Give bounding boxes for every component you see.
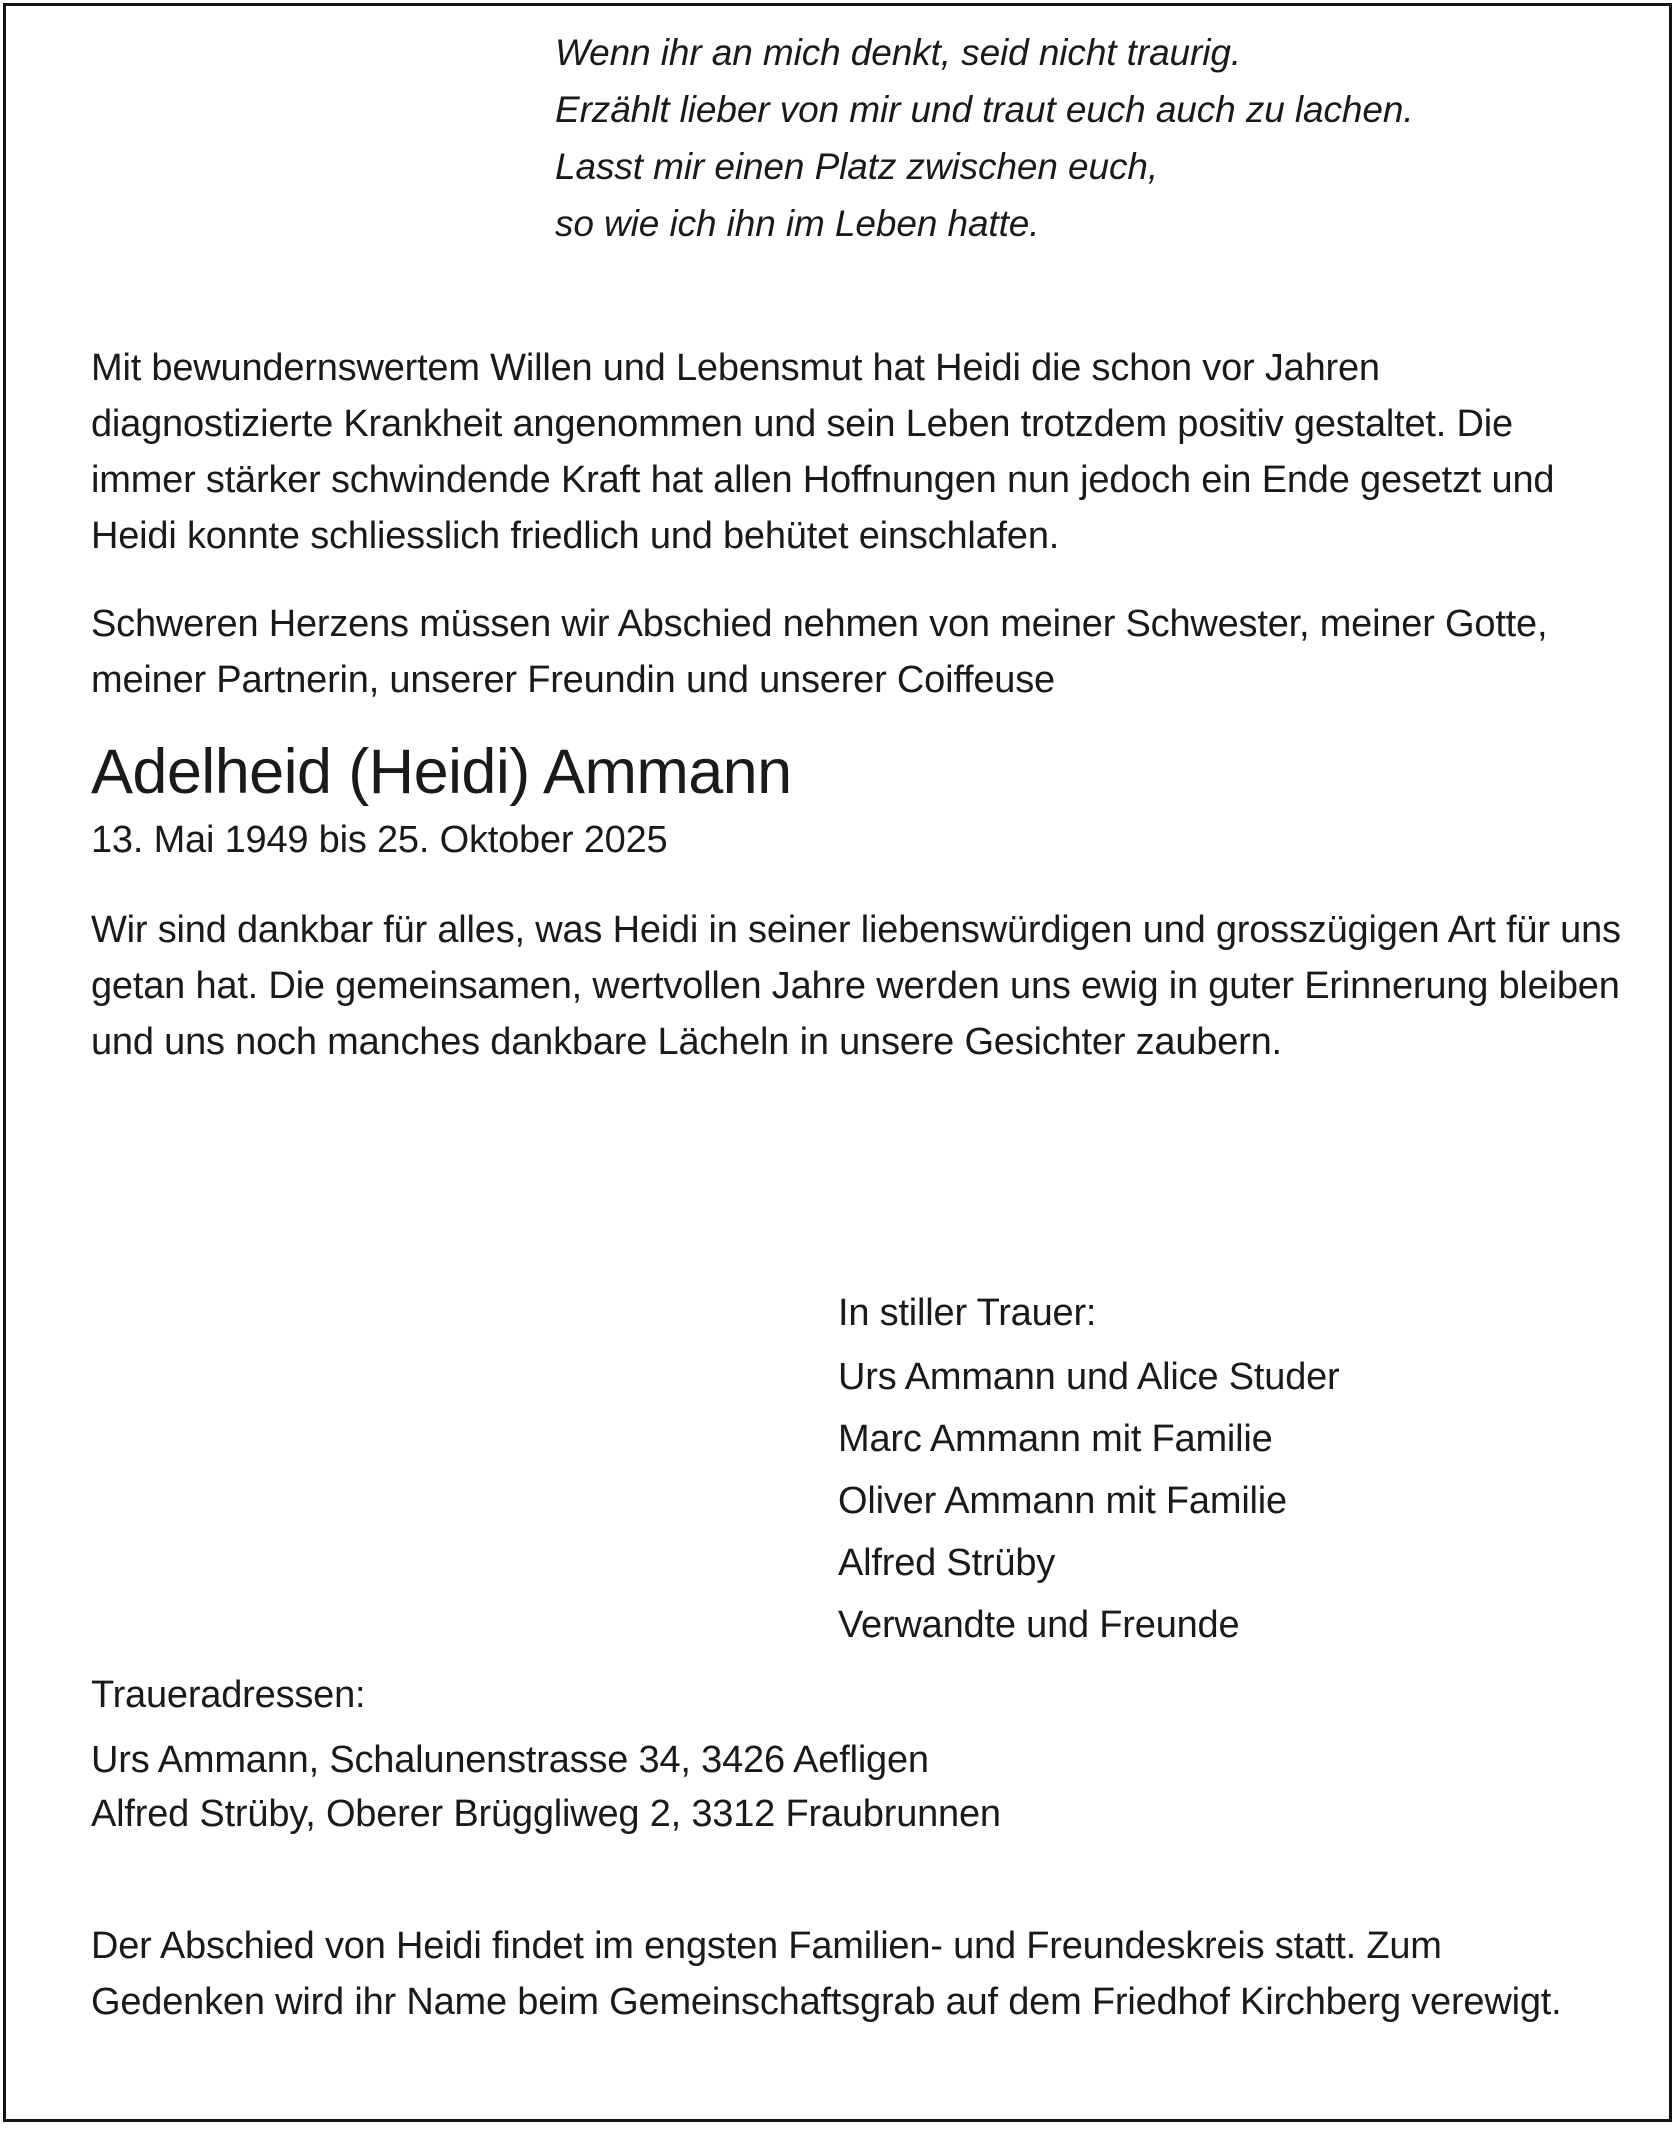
mourner-entry: Alfred Strüby xyxy=(838,1542,1056,1584)
mourner-entry: Urs Ammann und Alice Studer xyxy=(838,1356,1340,1398)
verse-line: Lasst mir einen Platz zwischen euch, xyxy=(555,146,1159,187)
mourner-entry: Verwandte und Freunde xyxy=(838,1604,1240,1646)
body-paragraph-gratitude: Wir sind dankbar für alles, was Heidi in seiner liebenswürdigen und grosszügigen Art für uns getan hat. Die gemeinsamen, wertvollen Jahre werden uns ewig in guter Erinnerung bleiben und uns noch manches dankbare Lächeln in unsere Gesichter zaubern. xyxy=(91,909,1621,1063)
deceased-dates: 13. Mai 1949 bis 25. Oktober 2025 xyxy=(91,819,668,861)
address-entry: Urs Ammann, Schalunenstrasse 34, 3426 Aefligen xyxy=(91,1739,929,1781)
closing-note: Der Abschied von Heidi findet im engsten Familien- und Freundeskreis statt. Zum Gedenken wird ihr Name beim Gemeinschaftsgrab auf dem Friedhof Kirchberg verewigt. xyxy=(91,1925,1562,2023)
obituary-content xyxy=(6,6,1669,2119)
condolence-addresses-block xyxy=(91,1669,1491,1841)
address-entry: Alfred Strüby, Oberer Brüggliweg 2, 3312 Fraubrunnen xyxy=(91,1793,1001,1835)
mourners-heading: In stiller Trauer: xyxy=(838,1292,1097,1334)
body-paragraph-farewell: Schweren Herzens müssen wir Abschied nehmen von meiner Schwester, meiner Gotte, meiner Partnerin, unserer Freundin und unserer Coiffeuse xyxy=(91,603,1548,701)
verse-line: so wie ich ihn im Leben hatte. xyxy=(555,203,1040,244)
body-paragraph-illness: Mit bewundernswertem Willen und Lebensmut hat Heidi die schon vor Jahren diagnostizierte Krankheit angenommen und sein Leben trotzdem positiv gestaltet. Die immer stärker schwindende Kraft hat allen Hoffnungen nun jedoch ein Ende gesetzt und Heidi konnte schliesslich friedlich und behütet einschlafen. xyxy=(91,347,1555,557)
memorial-verse xyxy=(555,24,1645,252)
mourner-entry: Oliver Ammann mit Familie xyxy=(838,1480,1287,1522)
obituary-body xyxy=(91,340,1621,1102)
mourners-block xyxy=(838,1282,1598,1656)
verse-line: Wenn ihr an mich denkt, seid nicht traurig. xyxy=(555,32,1242,73)
obituary-notice-card xyxy=(3,3,1672,2122)
verse-line: Erzählt lieber von mir und traut euch auch zu lachen. xyxy=(555,89,1414,130)
deceased-name: Adelheid (Heidi) Ammann xyxy=(91,737,792,807)
mourner-entry: Marc Ammann mit Familie xyxy=(838,1418,1273,1460)
addresses-heading: Traueradressen: xyxy=(91,1674,366,1716)
